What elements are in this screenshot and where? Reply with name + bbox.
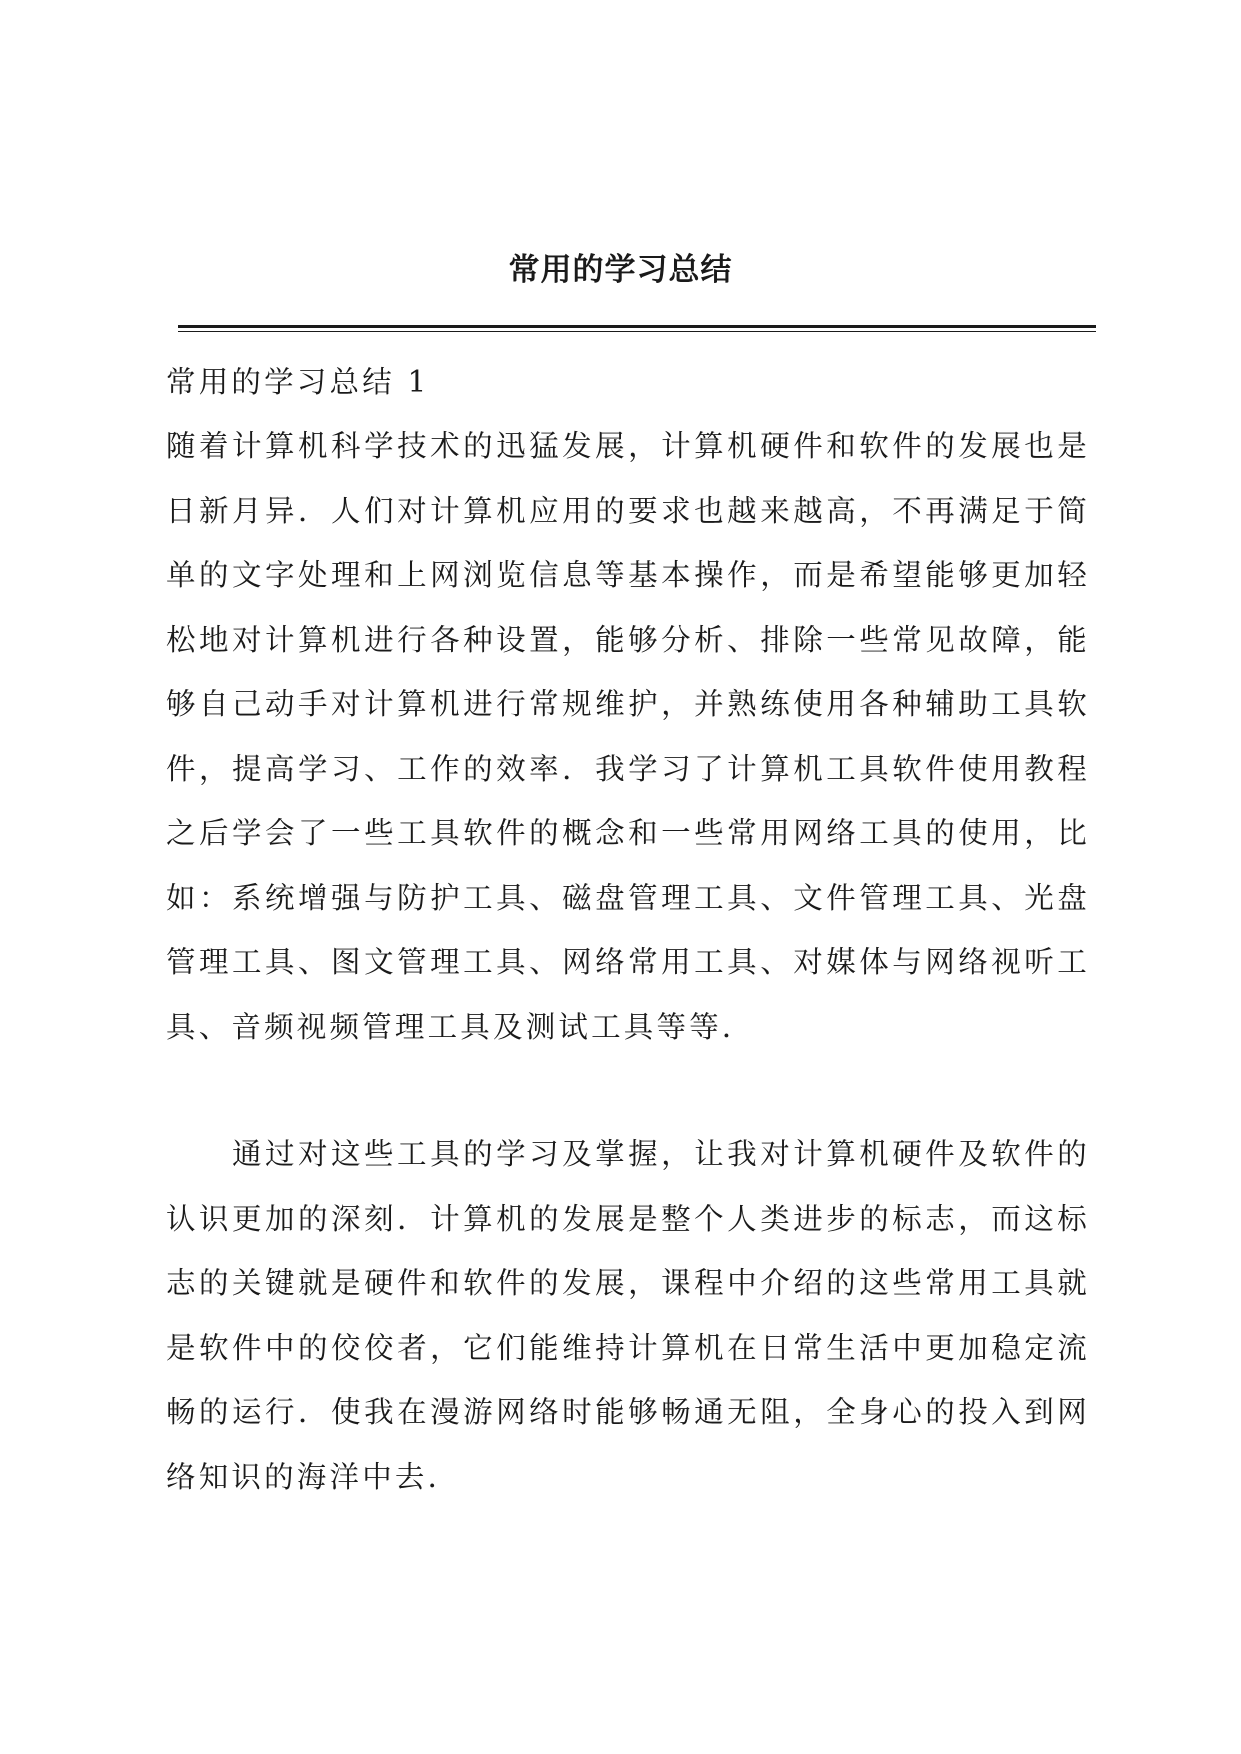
section-heading: 常用的学习总结 1 [166,365,430,399]
document-title: 常用的学习总结 [508,252,733,288]
paragraph-1: 随着计算机科学技术的迅猛发展，计算机硬件和软件的发展也是日新月异．人们对计算机应用的要求也越来越高，不再满足于简单的文字处理和上网浏览信息等基本操作，而是希望能够更加轻松地对计算机进行各种设置，能够分析、排除一些常见故障，能够自己动手对计算机进行常规维护，并熟练使用各种辅助工具软件，提高学习、工作的效率．我学习了计算机工具软件使用教程之后学会了一些工具软件的概念和一些常用网络工具的使用，比如：系统增强与防护工具、磁盘管理工具、文件管理工具、光盘管理工具、图文管理工具、网络常用工具、对媒体与网络视听工具、音频视频管理工具及测试工具等等． [166,429,1090,1044]
paragraph-2: 通过对这些工具的学习及掌握，让我对计算机硬件及软件的认识更加的深刻．计算机的发展是整个人类进步的标志，而这标志的关键就是硬件和软件的发展，课程中介绍的这些常用工具就是软件中的佼佼者，它们能维持计算机在日常生活中更加稳定流畅的运行．使我在漫游网络时能够畅通无阻，全身心的投入到网络知识的海洋中去． [166,1137,1090,1494]
title-underline-thick [178,325,1096,328]
title-underline-thin [178,331,1096,332]
